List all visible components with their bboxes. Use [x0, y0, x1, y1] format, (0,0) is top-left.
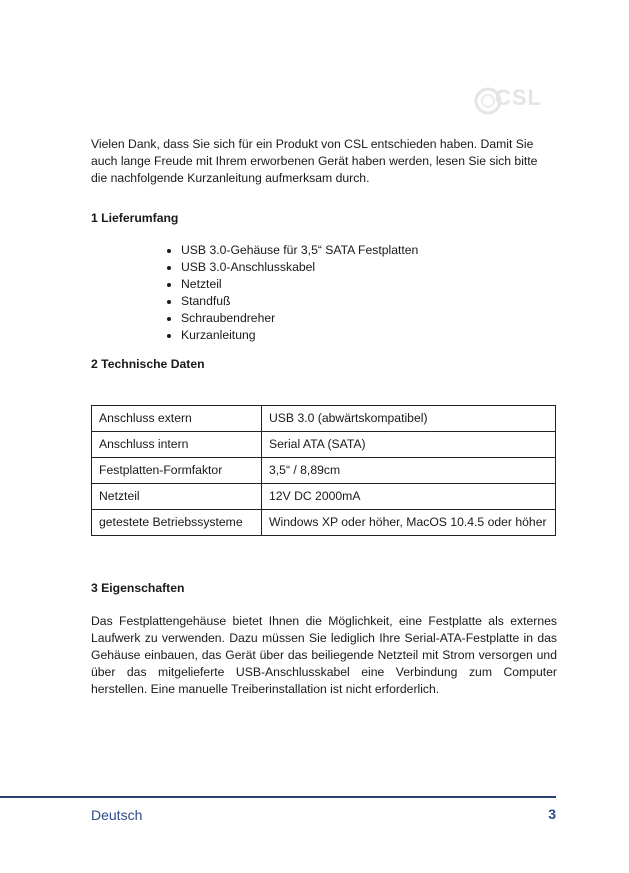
technical-data-table: [91, 405, 556, 536]
list-item: • Schraubendreher: [181, 310, 418, 327]
footer-divider: [0, 796, 556, 798]
list-item: • Netzteil: [181, 276, 418, 293]
spec-key: Anschluss intern: [92, 432, 262, 458]
spec-key: getestete Betriebssysteme: [92, 510, 262, 536]
spec-key: Netzteil: [92, 484, 262, 510]
spec-key: Anschluss extern: [92, 406, 262, 432]
spec-key: Festplatten-Formfaktor: [92, 458, 262, 484]
scope-of-delivery-list: [161, 242, 418, 344]
table-row: [92, 484, 556, 510]
page-number: 3: [548, 806, 556, 822]
list-item: • USB 3.0-Gehäuse für 3,5“ SATA Festplatten: [181, 242, 418, 259]
logo-text: CSL: [495, 85, 542, 110]
footer-language: Deutsch: [91, 807, 143, 823]
section-2-heading: 2 Technische Daten: [91, 357, 205, 371]
section-3-heading: 3 Eigenschaften: [91, 581, 185, 595]
spec-value: Windows XP oder höher, MacOS 10.4.5 oder höher: [262, 510, 556, 536]
section-1-heading: 1 Lieferumfang: [91, 211, 179, 225]
spec-value: Serial ATA (SATA): [262, 432, 556, 458]
spec-value: USB 3.0 (abwärtskompatibel): [262, 406, 556, 432]
table-row: [92, 432, 556, 458]
table-row: [92, 510, 556, 536]
spec-value: 12V DC 2000mA: [262, 484, 556, 510]
features-paragraph: Das Festplattengehäuse bietet Ihnen die Möglichkeit, eine Festplatte als externes Laufwerk zu verwenden. Dazu müssen Sie lediglich Ihre Serial-ATA-Festplatte in das Gehäuse einbauen, das Gerät über das beiliegende Netzteil mit Strom versorgen und über das mitgelieferte USB-Anschlusskabel eine Verbindung zum Computer herstellen. Eine manuelle Treiberinstallation ist nicht erforderlich.: [91, 614, 557, 696]
list-item: • USB 3.0-Anschlusskabel: [181, 259, 418, 276]
table-row: [92, 406, 556, 432]
spec-value: 3,5“ / 8,89cm: [262, 458, 556, 484]
intro-paragraph: Vielen Dank, dass Sie sich für ein Produkt von CSL entschieden haben. Damit Sie auch lange Freude mit Ihrem erworbenen Gerät haben werden, lesen Sie sich bitte die nachfolgende Kurzanleitung aufmerksam durch.: [91, 137, 538, 185]
table-row: [92, 458, 556, 484]
list-item: • Kurzanleitung: [181, 327, 418, 344]
list-item: • Standfuß: [181, 293, 418, 310]
csl-logo: [473, 86, 545, 116]
